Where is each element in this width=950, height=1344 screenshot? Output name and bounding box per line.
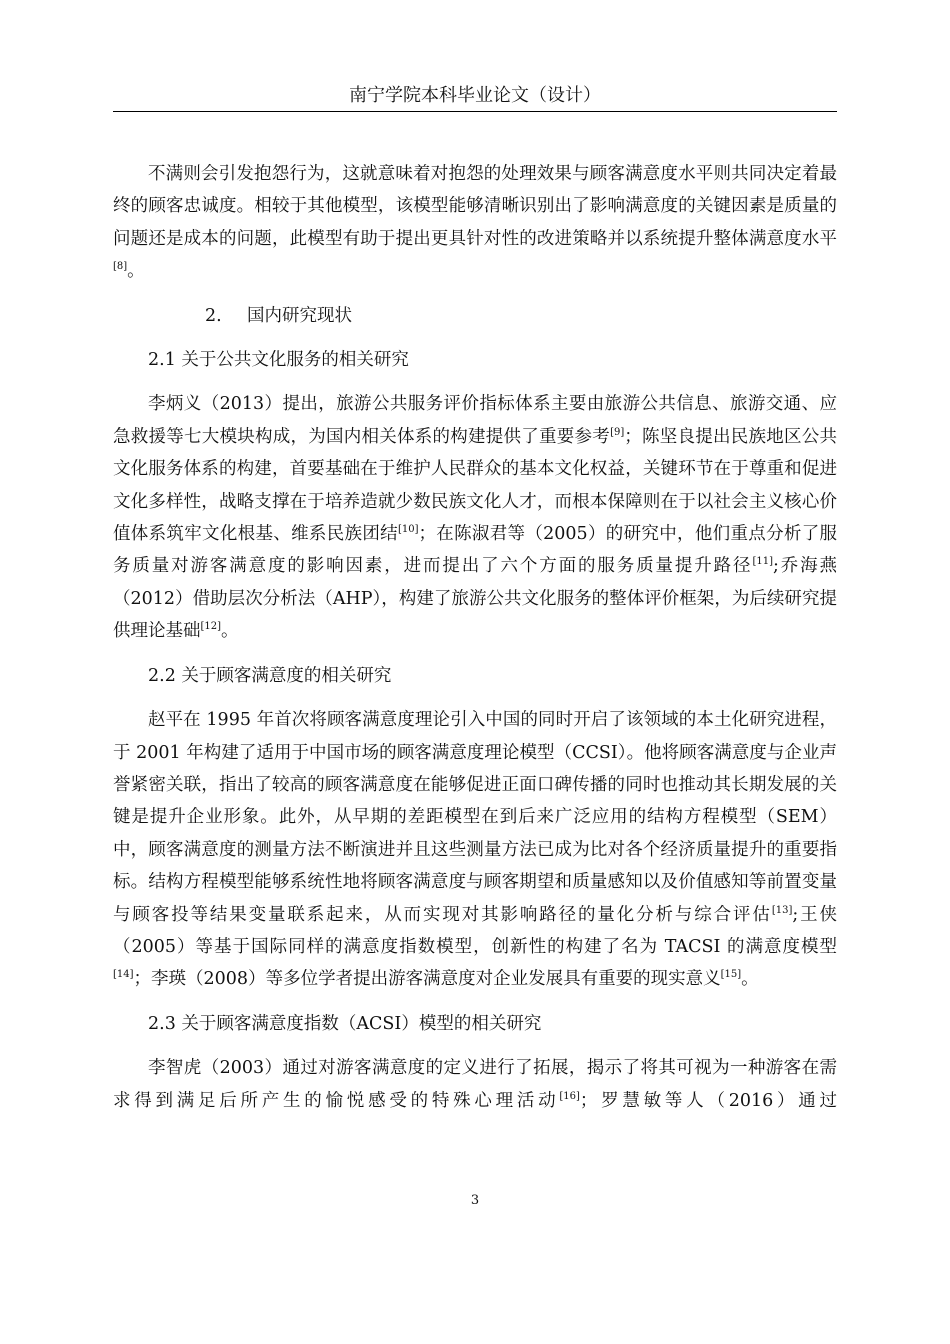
paragraph-text: ;王侠（2005）等基于国际同样的满意度指数模型，创新性的构建了名为 TACSI 的满意度模型 xyxy=(113,904,837,957)
citation-mark: [9] xyxy=(610,427,625,439)
paragraph xyxy=(113,1052,837,1117)
citation-mark: [11] xyxy=(752,556,773,568)
paragraph-text: 。 xyxy=(221,621,239,642)
paragraph-text: 。 xyxy=(741,969,759,990)
citation-mark: [16] xyxy=(559,1090,580,1102)
paragraph xyxy=(113,388,837,647)
section-heading-domestic-research xyxy=(113,300,837,332)
paragraph-text: ；在陈淑君等（2005）的研究中，他们重点分析了服务质量对游客满意度的影响因素，进而提出了六个方面的服务质量提升路径 xyxy=(113,524,838,577)
section-title: 国内研究现状 xyxy=(247,305,352,326)
citation-mark: [14] xyxy=(113,969,134,981)
header-rule xyxy=(113,111,837,112)
section-number: 2. xyxy=(205,305,222,326)
citation-mark: [15] xyxy=(720,969,742,981)
paragraph-text: ；李瑛（2008）等多位学者提出游客满意度对企业发展具有重要的现实意义 xyxy=(133,969,721,990)
paragraph-text: ;乔海燕（2012）借助层次分析法（AHP），构建了旅游公共文化服务的整体评价框架，为后续研究提供理论基础 xyxy=(113,556,837,642)
paragraph xyxy=(113,158,837,288)
subsection-heading-2-2: 2.2 关于顾客满意度的相关研究 xyxy=(148,665,392,686)
paragraph-text: 李炳义（2013）提出，旅游公共服务评价指标体系主要由旅游公共信息、旅游交通、应急救援等七大模块构成，为国内相关体系的构建提供了重要参考 xyxy=(113,394,837,447)
page-header-title: 南宁学院本科毕业论文（设计） xyxy=(349,85,601,106)
paragraph xyxy=(113,704,837,996)
subsection-heading-2-3: 2.3 关于顾客满意度指数（ACSI）模型的相关研究 xyxy=(148,1013,542,1034)
citation-mark: [12] xyxy=(200,621,222,633)
paragraph-text: 赵平在 1995 年首次将顾客满意度理论引入中国的同时开启了该领域的本土化研究进程，于 2001 年构建了适用于中国市场的顾客满意度理论模型（CCSI）。他将顾客满意度与企业声誉紧密关联，指出了较高的顾客满意度在能够促进正面口碑传播的同时也推动其长期发展的关键是提升企业形象。此外，从早期的差距模型在到后来广泛应用的结构方程模型（SEM）中，顾客满意度的测量方法不断演进并且这些测量方法已成为比对各个经济质量提升的重要指标。结构方程模型能够系统性地将顾客满意度与顾客期望和质量感知以及价值感知等前置变量与顾客投等结果变量联系起来，从而实现对其影响路径的量化分析与综合评估 xyxy=(113,710,837,925)
citation-mark: [13] xyxy=(771,904,793,916)
page-number: 3 xyxy=(470,1193,480,1208)
citation-mark: [8] xyxy=(113,261,128,273)
paragraph-text: 不满则会引发抱怨行为，这就意味着对抱怨的处理效果与顾客满意度水平则共同决定着最终的顾客忠诚度。相较于其他模型，该模型能够清晰识别出了影响满意度的关键因素是质量的问题还是成本的问题，此模型有助于提出更具针对性的改进策略并以系统提升整体满意度水平 xyxy=(113,164,837,249)
document-body xyxy=(113,158,837,1117)
paragraph-text: ；罗慧敏等人（2016）通过 xyxy=(579,1090,837,1111)
paragraph-text: 。 xyxy=(127,261,145,282)
paragraph-text: 李智虎（2003）通过对游客满意度的定义进行了拓展，揭示了将其可视为一种游客在需求得到满足后所产生的愉悦感受的特殊心理活动 xyxy=(113,1058,837,1111)
paragraph-text: ；陈坚良提出民族地区公共文化服务体系的构建，首要基础在于维护人民群众的基本文化权益，关键环节在于尊重和促进文化多样性，战略支撑在于培养造就少数民族文化人才，而根本保障则在于以社会主义核心价值体系筑牢文化根基、维系民族团结 xyxy=(113,426,838,545)
citation-mark: [10] xyxy=(397,524,419,536)
subsection-heading-2-1: 2.1 关于公共文化服务的相关研究 xyxy=(148,350,409,371)
